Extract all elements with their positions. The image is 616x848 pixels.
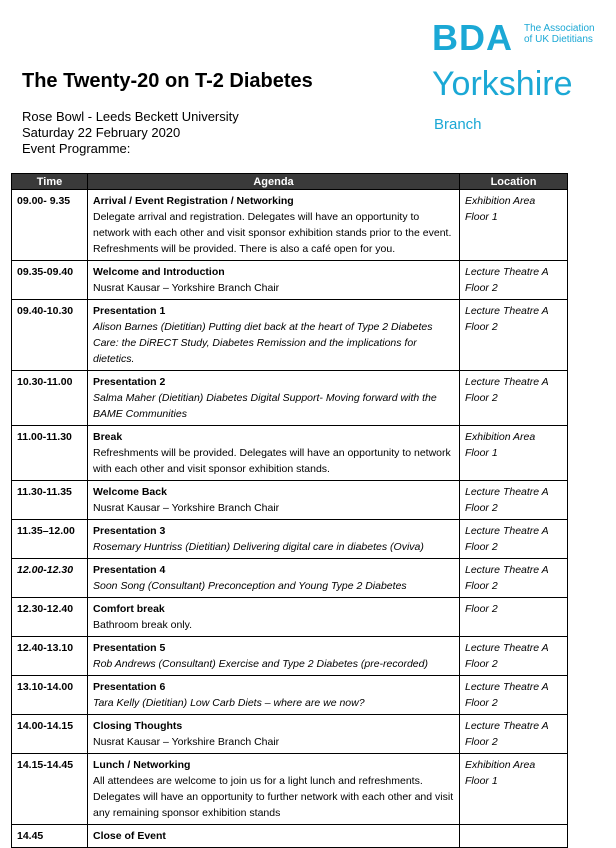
row-agenda [88, 300, 460, 371]
row-location-place: Lecture Theatre A [465, 564, 549, 576]
table-row [12, 825, 568, 848]
row-agenda-desc: Tara Kelly (Dietitian) Low Carb Diets – where are we now? [93, 697, 365, 709]
logo-association-line1: The Association [524, 23, 595, 34]
bda-yorkshire-logo [432, 18, 612, 138]
row-agenda-desc: Alison Barnes (Dietitian) Putting diet back at the heart of Type 2 Diabetes Care: the DiRECT Study, Diabetes Remission and the implications for dietetics. [93, 321, 433, 365]
row-time: 12.30-12.40 [12, 598, 88, 637]
row-location-floor: Floor 2 [465, 502, 498, 514]
table-row [12, 190, 568, 261]
table-row [12, 676, 568, 715]
row-agenda-title: Close of Event [93, 830, 166, 842]
row-agenda-desc: Rosemary Huntriss (Dietitian) Delivering digital care in diabetes (Oviva) [93, 541, 424, 553]
row-location-floor: Floor 2 [465, 392, 498, 404]
row-agenda [88, 676, 460, 715]
row-agenda [88, 715, 460, 754]
row-agenda-title: Welcome Back [93, 486, 167, 498]
table-row [12, 371, 568, 426]
table-row [12, 754, 568, 825]
row-agenda-title: Lunch / Networking [93, 759, 191, 771]
table-row [12, 715, 568, 754]
row-agenda [88, 261, 460, 300]
row-agenda-title: Presentation 1 [93, 305, 166, 317]
row-agenda-desc: All attendees are welcome to join us for a light lunch and refreshments. Delegates will have an opportunity to further network with each other and visit any remaining sponsor exhibition stands [93, 775, 454, 819]
row-agenda-title: Presentation 5 [93, 642, 166, 654]
logo-association-line2: of UK Dietitians [524, 34, 593, 45]
row-time: 14.00-14.15 [12, 715, 88, 754]
row-location [460, 676, 568, 715]
row-agenda [88, 754, 460, 825]
row-agenda-desc: Nusrat Kausar – Yorkshire Branch Chair [93, 736, 280, 748]
row-location [460, 520, 568, 559]
row-location [460, 481, 568, 520]
row-time: 14.45 [12, 825, 88, 848]
row-location-floor: Floor 2 [465, 658, 498, 670]
event-venue: Rose Bowl - Leeds Beckett University [22, 109, 239, 124]
table-row [12, 261, 568, 300]
table-row [12, 559, 568, 598]
row-time: 10.30-11.00 [12, 371, 88, 426]
row-agenda [88, 637, 460, 676]
event-info [22, 109, 239, 157]
row-location [460, 825, 568, 848]
row-agenda-desc: Bathroom break only. [93, 619, 193, 631]
row-location [460, 715, 568, 754]
table-row [12, 598, 568, 637]
row-time: 11.35–12.00 [12, 520, 88, 559]
row-location [460, 426, 568, 481]
row-agenda [88, 190, 460, 261]
row-agenda-title: Comfort break [93, 603, 165, 615]
row-agenda [88, 825, 460, 848]
row-location [460, 754, 568, 825]
row-location-place: Exhibition Area [465, 759, 536, 771]
row-agenda [88, 481, 460, 520]
row-agenda-desc: Nusrat Kausar – Yorkshire Branch Chair [93, 502, 280, 514]
row-location-place: Lecture Theatre A [465, 720, 549, 732]
row-agenda-title: Arrival / Event Registration / Networking [93, 195, 294, 207]
column-header-time: Time [12, 174, 88, 190]
event-date: Saturday 22 February 2020 [22, 125, 181, 140]
row-agenda-title: Welcome and Introduction [93, 266, 225, 278]
row-location [460, 261, 568, 300]
row-agenda-desc: Salma Maher (Dietitian) Diabetes Digital Support- Moving forward with the BAME Communities [93, 392, 437, 420]
row-location-place: Lecture Theatre A [465, 525, 549, 537]
column-header-location: Location [460, 174, 568, 190]
agenda-table [11, 173, 568, 848]
row-location-floor: Floor 1 [465, 447, 498, 459]
column-header-agenda: Agenda [88, 174, 460, 190]
table-row [12, 426, 568, 481]
row-location-place: Exhibition Area [465, 195, 536, 207]
table-row [12, 520, 568, 559]
row-location-floor: Floor 2 [465, 580, 498, 592]
row-time: 09.00- 9.35 [12, 190, 88, 261]
row-location [460, 598, 568, 637]
row-location-place: Exhibition Area [465, 431, 536, 443]
row-time: 09.35-09.40 [12, 261, 88, 300]
row-time: 14.15-14.45 [12, 754, 88, 825]
row-location-place: Lecture Theatre A [465, 305, 549, 317]
row-location [460, 300, 568, 371]
agenda-header-row [12, 174, 568, 190]
row-location [460, 559, 568, 598]
row-location-floor: Floor 2 [465, 736, 498, 748]
row-agenda-desc: Nusrat Kausar – Yorkshire Branch Chair [93, 282, 280, 294]
row-location [460, 371, 568, 426]
document-header [0, 0, 616, 172]
row-time: 12.40-13.10 [12, 637, 88, 676]
row-agenda-title: Presentation 2 [93, 376, 166, 388]
row-agenda [88, 520, 460, 559]
row-agenda [88, 426, 460, 481]
row-time: 09.40-10.30 [12, 300, 88, 371]
row-agenda-title: Closing Thoughts [93, 720, 183, 732]
row-location-floor: Floor 2 [465, 603, 498, 615]
row-agenda [88, 371, 460, 426]
row-time: 13.10-14.00 [12, 676, 88, 715]
row-agenda [88, 559, 460, 598]
row-location-place: Lecture Theatre A [465, 681, 549, 693]
row-agenda-title: Presentation 3 [93, 525, 166, 537]
row-location-place: Lecture Theatre A [465, 376, 549, 388]
row-location [460, 637, 568, 676]
row-agenda-title: Presentation 4 [93, 564, 166, 576]
table-row [12, 637, 568, 676]
row-location-place: Lecture Theatre A [465, 486, 549, 498]
row-agenda-desc: Refreshments will be provided. Delegates will have an opportunity to network with each other and visit sponsor exhibition stands. [93, 447, 451, 475]
row-time: 11.30-11.35 [12, 481, 88, 520]
table-row [12, 481, 568, 520]
row-agenda-desc: Rob Andrews (Consultant) Exercise and Type 2 Diabetes (pre-recorded) [93, 658, 428, 670]
row-agenda-desc: Soon Song (Consultant) Preconception and Young Type 2 Diabetes [93, 580, 407, 592]
row-location-floor: Floor 2 [465, 541, 498, 553]
event-title: The Twenty-20 on T-2 Diabetes [22, 70, 313, 92]
logo-bda-text: BDA [432, 17, 513, 58]
table-row [12, 300, 568, 371]
row-location-place: Lecture Theatre A [465, 642, 549, 654]
row-location-floor: Floor 1 [465, 775, 498, 787]
row-location-place: Lecture Theatre A [465, 266, 549, 278]
row-agenda-title: Presentation 6 [93, 681, 166, 693]
row-location-floor: Floor 1 [465, 211, 498, 223]
row-location-floor: Floor 2 [465, 697, 498, 709]
row-agenda-title: Break [93, 431, 123, 443]
logo-region-text: Yorkshire [432, 65, 573, 103]
row-time: 11.00-11.30 [12, 426, 88, 481]
row-location [460, 190, 568, 261]
row-location-floor: Floor 2 [465, 282, 498, 294]
row-time: 12.00-12.30 [12, 559, 88, 598]
row-location-floor: Floor 2 [465, 321, 498, 333]
row-agenda [88, 598, 460, 637]
row-agenda-desc: Delegate arrival and registration. Delegates will have an opportunity to network with each other and visit sponsor exhibition stands prior to the event. Refreshments will be provided. There is also a café open for you. [93, 211, 452, 255]
logo-branch-text: Branch [434, 116, 482, 133]
logo-association-text [524, 23, 595, 45]
event-programme-label: Event Programme: [22, 141, 131, 156]
